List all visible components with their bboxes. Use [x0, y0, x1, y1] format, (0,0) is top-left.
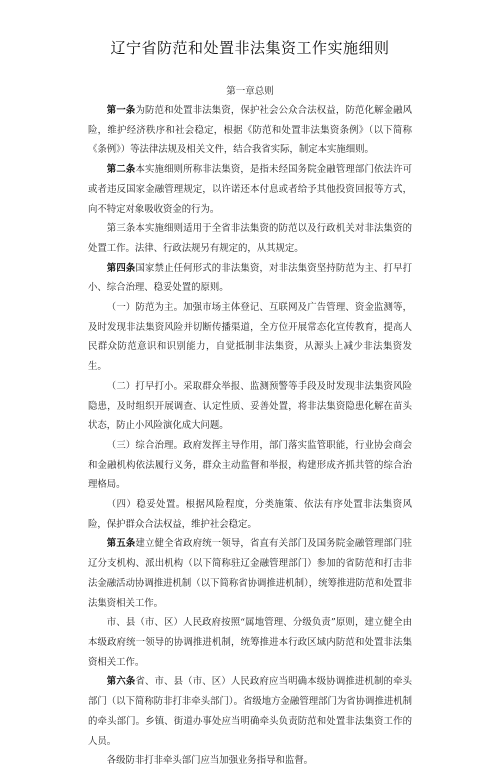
document-body — [88, 101, 412, 771]
paragraph-text: 本实施细则所称非法集资，是指未经国务院金融管理部门依法许可或者违反国家金融管理规定，以许诺还本付息或者给予其他投资回报等方式，向不特定对象吸收资金的行为。 — [88, 164, 412, 215]
paragraph — [88, 259, 412, 298]
paragraph-text: 市、县（市、区）人民政府按照“属地管理、分级负责”原则，建立健全由本级政府统一领导的协调推进机制，统筹推进本行政区域内防范和处置非法集资相关工作。 — [88, 617, 412, 668]
paragraph — [88, 160, 412, 219]
chapter-heading: 第一章总则 — [226, 86, 274, 97]
paragraph-text: （四）稳妥处置。根据风险程度，分类施策、依法有序处置非法集资风险，保护群众合法权益，维护社会稳定。 — [88, 499, 412, 530]
paragraph-text: 各级防非打非牵头部门应当加强业务指导和监督。 — [106, 755, 314, 767]
article-number: 第二条 — [106, 164, 136, 176]
paragraph-text: 为防范和处置非法集资，保护社会公众合法权益，防范化解金融风险，维护经济秩序和社会稳定，根据《防范和处置非法集资条例》（以下简称《条例》）等法律法规及相关文件，结合我省实际，制定本实施细则。 — [88, 105, 412, 156]
paragraph — [88, 751, 412, 771]
paragraph — [88, 219, 412, 258]
article-number: 第一条 — [106, 105, 136, 116]
paragraph — [88, 377, 412, 436]
article-number: 第六条 — [106, 676, 136, 688]
document-title: 辽宁省防范和处置非法集资工作实施细则 — [110, 39, 390, 57]
paragraph-text: 第三条本实施细则适用于全省非法集资的防范以及行政机关对非法集资的处置工作。法律、行政法规另有规定的，从其规定。 — [88, 223, 412, 254]
paragraph-text: （三）综合治理。政府发挥主导作用，部门落实监管职能，行业协会商会和金融机构依法履行义务，群众主动监督和举报，构建形成齐抓共管的综合治理格局。 — [88, 439, 412, 491]
paragraph — [88, 101, 412, 160]
paragraph — [88, 672, 412, 751]
paragraph — [88, 298, 412, 377]
paragraph-text: 省、市、县（市、区）人民政府应当明确本级协调推进机制的牵头部门（以下简称防非打非牵头部门）。省级地方金融管理部门为省协调推进机制的牵头部门。乡镇、街道办事处应当明确牵头负责防范和处置非法集资工作的人员。 — [88, 676, 412, 747]
paragraph-text: （二）打早打小。采取群众举报、监测预警等手段及时发现非法集资风险隐患，及时组织开展调查、认定性质、妥善处置，将非法集资隐患化解在苗头状态，防止小风险演化成大问题。 — [88, 380, 412, 432]
paragraph — [88, 534, 412, 613]
article-number: 第四条 — [106, 262, 136, 274]
paragraph — [88, 436, 412, 495]
paragraph — [88, 613, 412, 672]
paragraph-text: （一）防范为主。加强市场主体登记、互联网及广告管理、资金监测等，及时发现非法集资风险并切断传播渠道，全方位开展常态化宣传教育，提高人民群众防范意识和识别能力，自觉抵制非法集资，从源头上减少非法集资发生。 — [88, 302, 412, 373]
paragraph-text: 建立健全省政府统一领导，省直有关部门及国务院金融管理部门驻辽分支机构、派出机构（以下简称驻辽金融管理部门）参加的省防范和打击非法金融活动协调推进机制（以下简称省协调推进机制），统筹推进防范和处置非法集资相关工作。 — [88, 538, 412, 609]
article-number: 第五条 — [106, 538, 136, 550]
paragraph-text: 国家禁止任何形式的非法集资，对非法集资坚持防范为主、打早打小、综合治理、稳妥处置的原则。 — [88, 262, 412, 294]
paragraph — [88, 495, 412, 534]
